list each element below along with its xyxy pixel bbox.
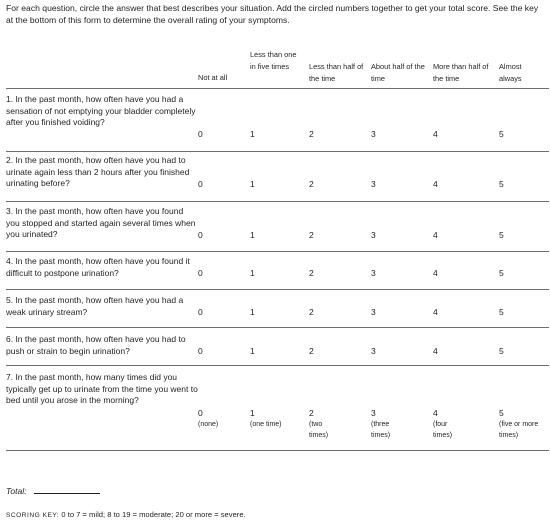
score-option[interactable]: 5 xyxy=(499,307,504,317)
table-rule xyxy=(6,251,549,252)
score-note: (one time) xyxy=(250,421,282,428)
score-note: (five or more times) xyxy=(499,421,539,439)
score-note: (four times) xyxy=(433,421,453,439)
score-option[interactable]: 5 xyxy=(499,129,504,139)
total-blank[interactable] xyxy=(34,484,100,494)
score-option[interactable]: 1 xyxy=(250,307,255,317)
score-option[interactable]: 5 xyxy=(499,408,504,418)
score-option[interactable]: 3 xyxy=(371,408,376,418)
score-option[interactable]: 1 xyxy=(250,230,255,240)
score-option[interactable]: 4 xyxy=(433,268,438,278)
column-header-less-than-one-in-five: Less than one in five times xyxy=(250,50,297,71)
scoring-key xyxy=(6,509,246,521)
table-rule xyxy=(6,327,549,328)
column-header-about-half: About half of the time xyxy=(371,62,425,83)
score-option[interactable]: 0 xyxy=(198,346,203,356)
score-option[interactable]: 2 xyxy=(309,346,314,356)
score-option[interactable]: 4 xyxy=(433,346,438,356)
table-rule-bottom xyxy=(6,450,549,451)
column-header-not-at-all: Not at all xyxy=(198,73,228,82)
score-option[interactable]: 2 xyxy=(309,408,314,418)
score-option[interactable]: 3 xyxy=(371,129,376,139)
score-option[interactable]: 0 xyxy=(198,230,203,240)
score-option[interactable]: 2 xyxy=(309,268,314,278)
question-text: 2. In the past month, how often have you had to urinate again less than 2 hours after you finished urinating before? xyxy=(6,155,190,189)
table-rule xyxy=(6,201,549,202)
score-option[interactable]: 5 xyxy=(499,268,504,278)
score-option[interactable]: 0 xyxy=(198,408,203,418)
score-option[interactable]: 3 xyxy=(371,268,376,278)
table-rule xyxy=(6,365,549,366)
score-option[interactable]: 4 xyxy=(433,230,438,240)
score-note: (none) xyxy=(198,421,219,428)
score-option[interactable]: 3 xyxy=(371,307,376,317)
score-option[interactable]: 0 xyxy=(198,268,203,278)
table-rule xyxy=(6,151,549,152)
score-option[interactable]: 2 xyxy=(309,179,314,189)
score-option[interactable]: 5 xyxy=(499,179,504,189)
question-text: 7. In the past month, how many times did you typically get up to urinate from the time you went to bed until you arose in the morning? xyxy=(6,372,198,406)
question-text: 6. In the past month, how often have you had to push or strain to begin urination? xyxy=(6,334,186,356)
score-option[interactable]: 4 xyxy=(433,129,438,139)
column-header-more-than-half: More than half of the time xyxy=(433,62,489,83)
scoring-key-label: SCORING KEY: xyxy=(6,512,60,519)
question-text: 1. In the past month, how often have you had a sensation of not emptying your bladder completely after you finished voiding? xyxy=(6,94,196,128)
question-text: 4. In the past month, how often have you found it difficult to postpone urination? xyxy=(6,256,190,278)
instructions: For each question, circle the answer that best describes your situation. Add the circled numbers together to get your total score. See the key at the bottom of this form to determine the overall rating of your symptoms. xyxy=(6,3,539,26)
score-option[interactable]: 2 xyxy=(309,129,314,139)
score-option[interactable]: 4 xyxy=(433,179,438,189)
score-option[interactable]: 4 xyxy=(433,408,438,418)
score-option[interactable]: 3 xyxy=(371,230,376,240)
table-rule xyxy=(6,289,549,290)
table-rule-top xyxy=(6,88,549,89)
score-option[interactable]: 3 xyxy=(371,179,376,189)
scoring-key-text: 0 to 7 = mild; 8 to 19 = moderate; 20 or more = severe. xyxy=(61,510,246,519)
score-note: (two times) xyxy=(309,421,329,439)
total-label: Total: xyxy=(6,486,27,496)
question-text: 3. In the past month, how often have you found you stopped and started again several times when you urinated? xyxy=(6,206,196,240)
score-option[interactable]: 1 xyxy=(250,268,255,278)
score-option[interactable]: 0 xyxy=(198,307,203,317)
score-note: (three times) xyxy=(371,421,391,439)
score-option[interactable]: 1 xyxy=(250,179,255,189)
column-header-almost-always: Almost always xyxy=(499,62,522,83)
score-option[interactable]: 5 xyxy=(499,346,504,356)
score-option[interactable]: 2 xyxy=(309,307,314,317)
score-option[interactable]: 3 xyxy=(371,346,376,356)
total-line xyxy=(6,484,100,497)
score-option[interactable]: 5 xyxy=(499,230,504,240)
score-option[interactable]: 4 xyxy=(433,307,438,317)
score-option[interactable]: 0 xyxy=(198,179,203,189)
question-text: 5. In the past month, how often have you had a weak urinary stream? xyxy=(6,295,184,317)
score-option[interactable]: 1 xyxy=(250,408,255,418)
score-option[interactable]: 0 xyxy=(198,129,203,139)
score-option[interactable]: 1 xyxy=(250,129,255,139)
score-option[interactable]: 2 xyxy=(309,230,314,240)
score-option[interactable]: 1 xyxy=(250,346,255,356)
column-header-less-than-half: Less than half of the time xyxy=(309,62,364,83)
